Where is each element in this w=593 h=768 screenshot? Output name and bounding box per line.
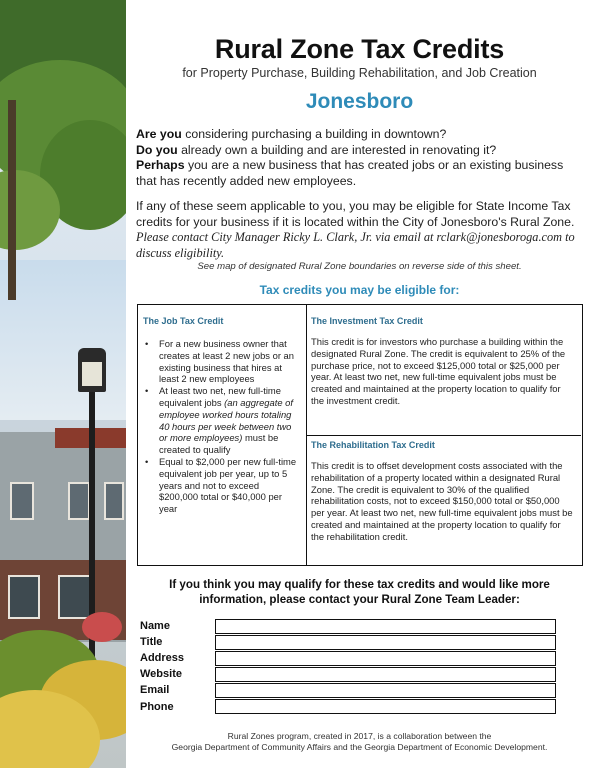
map-note: See map of designated Rural Zone boundaries on reverse side of this sheet. xyxy=(197,261,522,272)
intro-text: considering purchasing a building in downtown? xyxy=(181,127,447,141)
intro-bold: Perhaps xyxy=(136,158,185,172)
list-item-text: must be created to qualify xyxy=(159,432,279,456)
phone-label: Phone xyxy=(140,701,174,713)
title-label: Title xyxy=(140,636,163,648)
contact-text: Please contact City Manager Ricky L. Clark, Jr. via email at rclark@jonesboroga.com to discuss eligibility. xyxy=(136,230,575,260)
investment-credit-text: This credit is for investors who purchase a building within the designated Rural Zone. The credit is equivalent to 25% of the purchase price, not to exceed $125,000 total or $25,000 per year. At least two net, new full-time equivalent jobs must be created and maintained at the property location to qualify for the investment credit. xyxy=(311,336,566,406)
email-label: Email xyxy=(140,684,170,696)
job-credit-box xyxy=(138,305,307,565)
name-label: Name xyxy=(140,620,170,632)
investment-credit-box xyxy=(307,305,581,436)
intro-text: you are a new business that has created jobs or an existing business that has recently added new employees. xyxy=(136,158,564,188)
photo-sky xyxy=(0,260,126,420)
phone-field[interactable] xyxy=(215,699,556,714)
intro-line-3 xyxy=(136,158,576,189)
footer-line-1: Rural Zones program, created in 2017, is a collaboration between the xyxy=(227,731,492,741)
photo-window xyxy=(8,575,40,619)
flyer-content xyxy=(126,0,593,768)
city-name: Jonesboro xyxy=(305,90,414,113)
intro-line-2 xyxy=(136,143,576,159)
downtown-photo xyxy=(0,0,126,768)
footer-line-2: Georgia Department of Community Affairs and the Georgia Department of Economic Development. xyxy=(171,742,548,752)
email-field[interactable] xyxy=(215,683,556,698)
job-credit-list xyxy=(143,338,300,515)
list-item: • For a new business owner that creates at least 2 new jobs or an existing business that hires at least 2 new employees xyxy=(143,338,300,385)
list-item xyxy=(143,385,300,456)
name-field[interactable] xyxy=(215,619,556,634)
footer-note xyxy=(126,731,593,753)
page-title: Rural Zone Tax Credits xyxy=(214,34,505,64)
list-item-text: At least two net, new full-time equivalent jobs xyxy=(159,385,281,408)
cta-line-1: If you think you may qualify for these tax credits and would like more xyxy=(169,578,550,591)
intro-questions xyxy=(136,127,576,189)
photo-window xyxy=(68,482,90,520)
right-column xyxy=(307,305,581,565)
credits-table xyxy=(137,304,583,566)
title-field[interactable] xyxy=(215,635,556,650)
credits-heading: Tax credits you may be eligible for: xyxy=(259,283,460,297)
contact-cta xyxy=(126,577,593,607)
address-field[interactable] xyxy=(215,651,556,666)
eligibility-paragraph xyxy=(136,199,576,261)
rehab-credit-box xyxy=(307,436,581,564)
intro-bold: Are you xyxy=(136,127,182,141)
photo-flowers xyxy=(82,612,122,642)
investment-credit-title: The Investment Tax Credit xyxy=(311,316,423,326)
intro-line-1 xyxy=(136,127,576,143)
intro-bold: Do you xyxy=(136,142,178,157)
photo-window xyxy=(10,482,34,520)
list-item-italic: (an aggregate of employee worked hours totaling 40 hours per week between two or more employees) xyxy=(159,396,293,444)
address-label: Address xyxy=(140,652,185,664)
website-field[interactable] xyxy=(215,667,556,682)
photo-window xyxy=(104,482,124,520)
job-credit-title: The Job Tax Credit xyxy=(143,316,224,326)
photo-window xyxy=(58,575,92,619)
photo-tree-trunk xyxy=(8,100,16,300)
page-subtitle: for Property Purchase, Building Rehabilitation, and Job Creation xyxy=(182,66,537,80)
eligibility-text: If any of these seem applicable to you, you may be eligible for State Income Tax credits for your business if it is located within the City of Jonesboro's Rural Zone. xyxy=(136,199,575,229)
rehab-credit-title: The Rehabilitation Tax Credit xyxy=(311,440,435,450)
rehab-credit-text: This credit is to offset development costs associated with the rehabilitation of a property located within a designated Rural Zone. The credit is equivalent to 30% of the qualified rehabilitation costs, not to exceed $150,000 total or $50,000 per year. At least two net, new full-time equivalent jobs must be created and maintained at the property location to qualify for the rehabilitation credit. xyxy=(311,460,573,542)
street-lamp-glass xyxy=(82,362,102,386)
intro-text: already own a building and are interested in renovating it? xyxy=(177,142,497,157)
cta-line-2: information, please contact your Rural Zone Team Leader: xyxy=(199,593,520,606)
list-item: • Equal to $2,000 per new full-time equivalent job per year, up to 5 years and not to exceed $200,000 total or $40,000 per year xyxy=(143,456,300,515)
website-label: Website xyxy=(140,668,182,680)
